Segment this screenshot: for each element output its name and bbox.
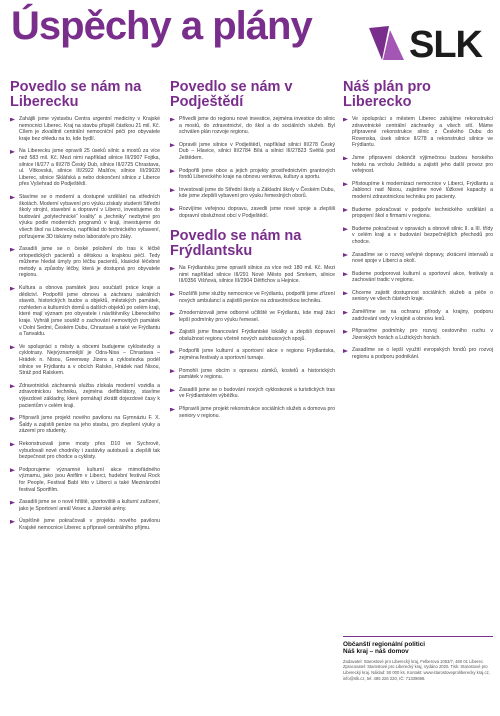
column-plan (343, 80, 493, 367)
section-heading: Náš plán pro Liberecko (343, 79, 431, 110)
list-item: Připravili jsme projekt nového pavilonu na Gymnáziu F. X. Šaldy a zajistili peníze na jeho stavbu, pro zlepšení výuky a zázemí pro studenty. (10, 415, 160, 435)
list-item: Zdravotnická záchranná služba získala moderní vozidla a zdravotnickou techniku, zejména defibrilátory, stavíme výjezdové základny, které pomáhají zkrátit dojezdové časy k pacientům v celém kraji. (10, 383, 160, 409)
list-item: Přivedli jsme do regionu nové investice, zejména investice do silnic a mostů, do zdravotnictví, do škol a do sociálních služeb. Byl schválen plán rozvoje regionu. (170, 116, 335, 136)
column-liberecko (10, 80, 160, 537)
list-item: Zasadili jsme se o nové hřiště, sportoviště a kulturní zařízení, jako je Sportovní areál Vesec a Jizerské arény. (10, 499, 160, 512)
section-heading: Povedlo se nám na Frýdlantsku (170, 228, 302, 260)
list-item: Zasadíme se o rozvoj veřejné dopravy, zkrácení intervalů a nové spoje v Liberci a okolí. (343, 252, 493, 265)
list-item: Zaměříme se na ochranu přírody a krajiny, podporu zadržování vody v krajině a obnovu lesů. (343, 309, 493, 322)
list-item: Rozvíjíme veřejnou dopravu, zavedli jsme nové spoje a zlepšili dopravní obslužnost obcí v Podještědí. (170, 206, 335, 219)
bullet-list (170, 116, 335, 219)
imprint-heading: Občanští regionální politici (343, 641, 426, 648)
imprint-box (343, 636, 493, 713)
bullet-list (343, 116, 493, 361)
logo (369, 24, 495, 68)
list-item: Pomohli jsme obcím s opravou zámků, kostelů a historických památek v regionu. (170, 368, 335, 381)
list-item: Na Liberecku jsme opravili 25 úseků silnic a mostů za více než 583 mil. Kč. Mezi nimi například silnice III/2907 Fojtka, silnice III/277 a III/278 Český Dub, silnice III/2725 Chrastava, ul. Vítkovská, silnice III/2922 Mašťov, silnice III/29020 Liberec, silnice Sklářská a nebo dokončení silnice z Liberce přes Vyšehrad do Podještědí. (10, 148, 160, 188)
section-heading: Povedlo se nám na Liberecku (10, 79, 142, 110)
list-item: Zahájili jsme výstavbu Centra urgentní medicíny v Krajské nemocnici Liberec. Kraj na stavbu přispěl částkou 21 mil. Kč. Cílem je zkvalitnit centrální nemocniční péči pro obyvatele kraje bez ohledu na to, kde bydlí. (10, 116, 160, 142)
list-item: Budeme pokračovat v opravách a obnově silnic II. a III. třídy v celém kraji a v budování bezpečnějších přechodů pro chodce. (343, 226, 493, 246)
list-item: Rekonstruovali jsme mosty přes D10 ve Sychrově, vybudovali nové chodníky i zastávky autobusů a zlepšili tak bezpečnost pro chodce a cyklisty. (10, 441, 160, 461)
list-item: Zajistili jsme financování Frýdlantské lokálky a zlepšili dopravní obslužnost regionu včetně nových autobusových spojů. (170, 329, 335, 342)
list-item: Chceme zajistit dostupnost sociálních služeb a péče o seniory ve všech částech kraje. (343, 290, 493, 303)
logo-text: SLK (409, 24, 482, 66)
imprint-subheading: Náš kraj – náš domov (343, 648, 409, 656)
list-item: Připravíme podmínky pro rozvoj cestovního ruchu v Jizerských horách a Lužických horách. (343, 328, 493, 341)
list-item: Na Frýdlantsku jsme opravili silnice za více než 180 mil. Kč. Mezi nimi například silnice III/291 Nové Město pod Smrkem, silnice III/0356 Višňová, silnice III/2904 Dětřichov a Hejnice. (170, 265, 335, 285)
list-item: Připravili jsme projekt rekonstrukce sociálních služeb a domova pro seniory v regionu. (170, 406, 335, 419)
list-item: Ve spolupráci s městy a obcemi budujeme cyklostezky a cyklotrasy. Nejvýznamnější je Odra-Nisa – Chrastava – Hrádek n. Nisou, Greenway Jizera a cyklostezka podél silnice ve Frýdlantu a v obcích Ralsko, Hrádek nad Nisou, Stráž pod Ralskem. (10, 344, 160, 377)
list-item: Zmodernizovali jsme odborné učiliště ve Frýdlantu, kde mají žáci lepší podmínky pro výuku řemesel. (170, 310, 335, 323)
column-podjestedi-frydlantsko (170, 80, 335, 425)
list-item: Rozšířili jsme služby nemocnice ve Frýdlantu, podpořili jsme zřízení nových ambulancí a zajistili peníze na zdravotnickou techniku. (170, 291, 335, 304)
list-item: Přistoupíme k modernizaci nemocnice v Liberci, Frýdlantu a Jablonci nad Nisou, zajistíme nové lůžkové kapacity a moderní zdravotnickou techniku pro pacienty. (343, 181, 493, 201)
list-item: Budeme podporovat kulturní a sportovní akce, festivaly a zachování tradic v regionu. (343, 271, 493, 284)
list-item: Budeme pokračovat v podpoře technického vzdělání a propojení škol s firmami v regionu. (343, 207, 493, 220)
bullet-list (170, 265, 335, 419)
imprint-text: Zadavatel: Starostové pro Liberecký kraj, Felberova 1053/7, 460 01 Liberec. Zpracovatel: Starostové pro Liberecký kraj, Vydáno 2020. Tisk: Starostové pro Liberecký kraj. Náklad: 50 000 ks. Kontakt: www.starostoveproliberecky kraj.cz, info@slk.cz, tel: 485 226 220, IČ: 71339698. (343, 658, 490, 681)
list-item: Investovali jsme do Střední školy a Základní školy v Českém Dubu, kde jsme zlepšili vybavení pro výuku řemeslných oborů. (170, 187, 335, 200)
bullet-list (10, 116, 160, 531)
list-item: Kultura a obnova památek jsou součástí práce kraje a dědictví. Podpořili jsme obnovu a záchranu sakrálních staveb, historických budov a objektů, městských památek, rozhleden a kulturních domů a dalších objektů po celém kraji, které mají význam pro obyvatele i návštěvníky Libereckého kraje. Vyhráli jsme soutěž o zachování nemovitých památek v Dolní Sedmi, Českém Dubu, Chrastavě a také ve Frýdlantu a Tanvaldu. (10, 285, 160, 338)
list-item: Zasadili jsme se o české položení do tras k léčbě ortopedických pacientů s dětskou a krajskou péčí. Tedy můžeme hledat úmyly pro léčbu pacientů, klasické léčebné metody a způsoby léčby, která je dostupná pro obyvatele regionu. (10, 246, 160, 279)
list-item: Jsme připraveni dokončit výjimečnou budovu horského hotelu na vrcholu Ještědu a zajistit jeho další provoz pro veřejnost. (343, 155, 493, 175)
section-heading: Povedlo se nám v Podještědí (170, 79, 293, 110)
list-item: Ve spolupráci s městem Liberec zahájíme rekonstrukci zdravotnické centrální záchranky a všech sítí. Máme připravené rekonstrukce silnic z Českého Dubu do Rovenska, úsek silnice II/278 a rekonstrukci silnice ve Frýdlantu. (343, 116, 493, 149)
slk-logo-icon (369, 26, 405, 62)
list-item: Stavíme se o moderní a dostupné vzdělání na středních školách. Moderní vybavení pro výuku získaly studenti Střední školy strojní, stavební a dopravní v Liberci, investujeme do budování „polytechnické“ kvality“ a „techniky“ nezbytné pro výuku podle moderních programů v kraji, investujeme do všech škol na Liberecku, například do technického vybavení, pořízujeme 3D tiskárny nebo laboratoře pro žáky. (10, 194, 160, 240)
list-item: Podpořili jsme obce a jejich projekty prostřednictvím grantových fondů Libereckého kraje na obnovu venkova, kultury a sportu. (170, 168, 335, 181)
list-item: Podporujeme významné kulturní akce mimořádného významu, jako jsou Anifilm v Liberci, hudební festival Rock for People, Festival Babí léto v Liberci a také Mezinárodní festival Sportfilm. (10, 467, 160, 493)
list-item: Úspěšně jsme pokračovali v projektu nového pavilonu Krajské nemocnice Liberec a přípravě centrálního příjmu. (10, 518, 160, 531)
list-item: Opravili jsme silnice v Podještědí, například silnici III/278 Český Dub – Hlavice, silnici III/2784 Bílá a silnici III/27823 Světlá pod Ještědem. (170, 142, 335, 162)
page-title: Úspěchy a plány (11, 4, 312, 48)
list-item: Zasadili jsme se o budování nových cyklostezek a turistických tras ve Frýdlantském výběžku. (170, 387, 335, 400)
list-item: Podpořili jsme kulturní a sportovní akce v regionu Frýdlantska, zejména festivaly a sportovní turnaje. (170, 348, 335, 361)
list-item: Zasadíme se o lepší využití evropských fondů pro rozvoj regionu a podporu podnikání. (343, 347, 493, 360)
